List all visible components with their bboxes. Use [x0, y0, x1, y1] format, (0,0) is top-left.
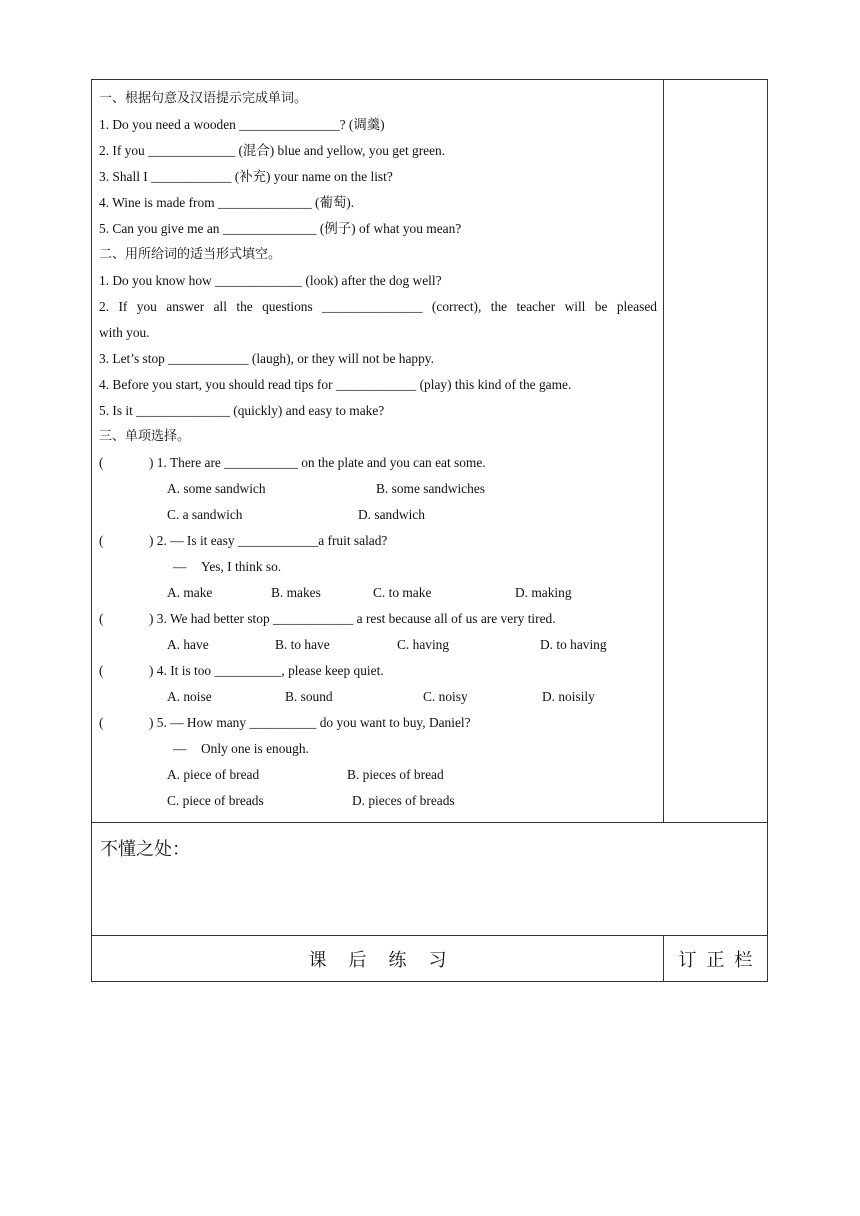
- mc1-option-c: C. a sandwich: [167, 507, 243, 522]
- correction-heading: 订正栏: [678, 949, 763, 971]
- answer-bracket: (: [99, 611, 104, 626]
- mc2-option-b: B. makes: [271, 585, 321, 600]
- mc5-option-a: A. piece of bread: [167, 767, 260, 782]
- s1-item-2: 2. If you _____________ (混合) blue and yellow, you get green.: [99, 143, 446, 158]
- mc5-option-c: C. piece of breads: [167, 793, 264, 808]
- mc5-option-d: D. pieces of breads: [352, 793, 455, 808]
- mc3-option-d: D. to having: [540, 637, 607, 652]
- dash-mark: —: [173, 741, 187, 756]
- mc2-option-a: A. make: [167, 585, 213, 600]
- s2-item-1: 1. Do you know how _____________ (look) after the dog well?: [99, 273, 442, 288]
- mc-options-2: [99, 580, 657, 606]
- notes-label: 不懂之处：: [100, 839, 190, 860]
- footer-row: [92, 936, 767, 981]
- mc2-option-d: D. making: [515, 585, 572, 600]
- worksheet-table: [91, 79, 768, 982]
- mc-question-1: [99, 450, 657, 476]
- mc2-option-c: C. to make: [373, 585, 432, 600]
- s1-item-3: 3. Shall I ____________ (补充) your name on the list?: [99, 169, 393, 184]
- answer-bracket: (: [99, 663, 104, 678]
- s1-item-5: 5. Can you give me an ______________ (例子) of what you mean?: [99, 221, 462, 236]
- mc4-option-b: B. sound: [285, 689, 333, 704]
- notes-row: [92, 823, 767, 936]
- mc-question-4: [99, 658, 657, 684]
- section2-title: 二、用所给词的适当形式填空。: [99, 247, 282, 262]
- mc1-option-a: A. some sandwich: [167, 481, 266, 496]
- s1-item-4: 4. Wine is made from ______________ (葡萄).: [99, 195, 355, 210]
- mc-stem-4: ) 4. It is too __________, please keep quiet.: [149, 663, 384, 678]
- mc5-reply: Only one is enough.: [201, 741, 309, 756]
- s2-item-2-cont: with you.: [99, 325, 150, 340]
- mc-question-5: [99, 710, 657, 736]
- mc1-option-b: B. some sandwiches: [376, 481, 485, 496]
- mc-stem-1: ) 1. There are ___________ on the plate and you can eat some.: [149, 455, 486, 470]
- mc-options-3: [99, 632, 657, 658]
- mc-stem-2: ) 2. — Is it easy ____________a fruit salad?: [149, 533, 388, 548]
- exercise-content-cell: [92, 80, 664, 822]
- mc-question-2: [99, 528, 657, 554]
- footer-correction-cell: [664, 936, 767, 981]
- answer-bracket: (: [99, 533, 104, 548]
- mc4-option-a: A. noise: [167, 689, 212, 704]
- s2-item-3: 3. Let’s stop ____________ (laugh), or they will not be happy.: [99, 351, 434, 366]
- s2-item-2: 2. If you answer all the questions _______________ (correct), the teacher will be pleased: [99, 299, 657, 314]
- mc2-reply: Yes, I think so.: [201, 559, 282, 574]
- mc3-option-a: A. have: [167, 637, 209, 652]
- mc-options-5b: [99, 788, 657, 814]
- footer-practice-cell: [92, 936, 664, 981]
- mc-options-1a: [99, 476, 657, 502]
- answer-bracket: (: [99, 715, 104, 730]
- mc-question-3: [99, 606, 657, 632]
- mc-reply-2: [99, 554, 657, 580]
- mc3-option-c: C. having: [397, 637, 450, 652]
- mc-stem-5: ) 5. — How many __________ do you want to buy, Daniel?: [149, 715, 471, 730]
- section1-title: 一、根据句意及汉语提示完成单词。: [99, 91, 308, 106]
- s1-item-1: 1. Do you need a wooden _______________? (调羹): [99, 117, 385, 132]
- mc3-option-b: B. to have: [275, 637, 330, 652]
- s2-item-5: 5. Is it ______________ (quickly) and easy to make?: [99, 403, 385, 418]
- mc-options-5a: [99, 762, 657, 788]
- mc1-option-d: D. sandwich: [358, 507, 425, 522]
- answer-bracket: (: [99, 455, 104, 470]
- mc-stem-3: ) 3. We had better stop ____________ a rest because all of us are very tired.: [149, 611, 556, 626]
- s2-item-4: 4. Before you start, you should read tips for ____________ (play) this kind of the game.: [99, 377, 572, 392]
- mc-options-1b: [99, 502, 657, 528]
- mc4-option-c: C. noisy: [423, 689, 468, 704]
- correction-column-cell: [664, 80, 767, 822]
- exercise-row: [92, 80, 767, 823]
- mc-reply-5: [99, 736, 657, 762]
- mc4-option-d: D. noisily: [542, 689, 595, 704]
- practice-heading: 课后练习: [308, 949, 469, 971]
- section3-title: 三、单项选择。: [99, 429, 191, 444]
- mc5-option-b: B. pieces of bread: [347, 767, 444, 782]
- dash-mark: —: [173, 559, 187, 574]
- mc-options-4: [99, 684, 657, 710]
